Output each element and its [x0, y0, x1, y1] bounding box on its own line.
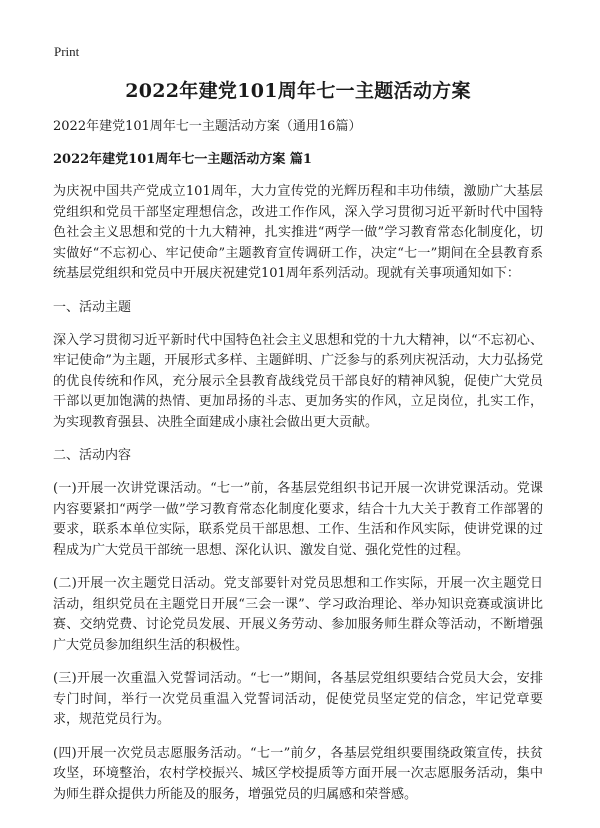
intro-paragraph: 为庆祝中国共产党成立101周年，大力宣传党的光辉历程和丰功伟绩，激励广大基层党组织和党员干部坚定理想信念，改进工作作风，深入学习贯彻习近平新时代中国特色社会主义思想和党的十九大精神，扎实推进“两学一做”学习教育常态化制度化，切实做好“不忘初心、牢记使命”主题教育宣传调研工作，决定“七一”期间在全县教育系统基层党组织和党员中开展庆祝建党101周年系列活动。现就有关事项通知如下：	[53, 184, 543, 281]
document-subtitle: 2022年建党101周年七一主题活动方案（通用16篇）	[53, 119, 362, 134]
theme-paragraph: 深入学习贯彻习近平新时代中国特色社会主义思想和党的十九大精神，以“不忘初心、牢记使命”为主题，开展形式多样、主题鲜明、广泛参与的系列庆祝活动，大力弘扬党的优良传统和作风，充分展示全县教育战线党员干部良好的精神风貌，促使广大党员干部以更加饱满的热情、更加昂扬的斗志、更加务实的作风，立足岗位，扎实工作，为实现教育强县、决胜全面建成小康社会做出更大贡献。	[53, 332, 543, 430]
activity-paragraph-4: (四)开展一次党员志愿服务活动。“七一”前夕，各基层党组织要围绕政策宣传，扶贫攻坚，环境整治，农村学校振兴、城区学校提质等方面开展一次志愿服务活动，集中为师生群众提供力所能及的服务，增强党员的归属感和荣誉感。	[53, 745, 543, 802]
print-label[interactable]: Print	[54, 44, 80, 59]
section-heading: 2022年建党101周年七一主题活动方案 篇1	[53, 152, 312, 167]
activity-paragraph-2: (二)开展一次主题党日活动。党支部要针对党员思想和工作实际，开展一次主题党日活动，组织党员在主题党日开展“三会一课”、学习政治理论、举办知识竞赛或演讲比赛、交纳党费、讨论党员发展、开展义务劳动、参加服务师生群众等活动，不断增强广大党员参加组织生活的积极性。	[53, 576, 543, 653]
document-title: 2022年建党101周年七一主题活动方案	[125, 80, 471, 102]
activity-paragraph-1: (一)开展一次讲党课活动。“七一”前，各基层党组织书记开展一次讲党课活动。党课内容要紧扣“两学一做”学习教育常态化制度化要求，结合十九大关于教育工作部署的要求，联系本单位实际，联系党员干部思想、工作、生活和作风实际，使讲党课的过程成为广大党员干部统一思想、深化认识、激发自觉、强化党性的过程。	[53, 481, 543, 558]
activity-paragraph-3: (三)开展一次重温入党誓词活动。“七一”期间，各基层党组织要结合党员大会，安排专门时间，举行一次党员重温入党誓词活动，促使党员坚定党的信念，牢记党章要求，规范党员行为。	[53, 671, 543, 727]
heading-activity-theme: 一、活动主题	[53, 299, 132, 315]
heading-activity-content: 二、活动内容	[53, 448, 132, 463]
